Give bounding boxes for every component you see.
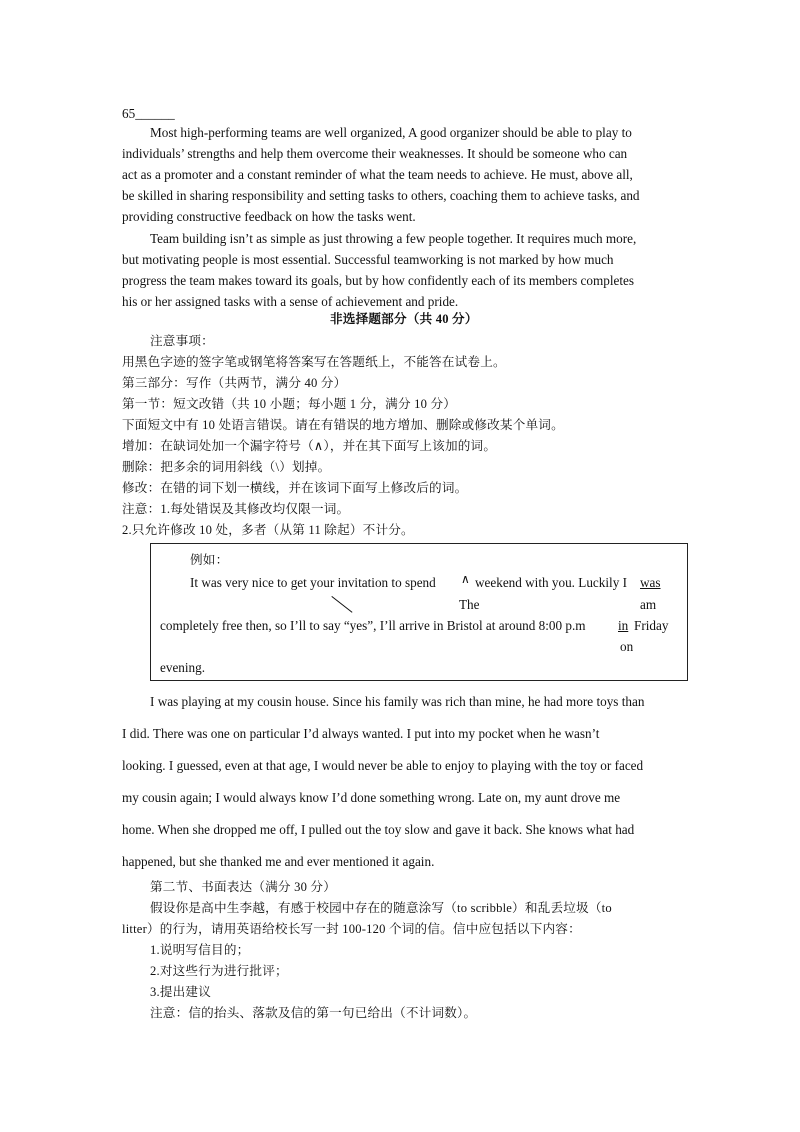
section2-line: 假设你是高中生李越，有感于校园中存在的随意涂写（to scribble）和乱丢垃圾（to	[150, 901, 612, 915]
section2-item: 2.对这些行为进行批评；	[150, 964, 288, 978]
note-line: 注意事项：	[150, 334, 214, 348]
passage-line: Most high-performing teams are well organized, A good organizer should be able to play to	[150, 125, 632, 140]
passage-line: progress the team makes toward its goals, but by how confidently each of its members completes	[122, 273, 634, 288]
section2-item: 1.说明写信目的；	[150, 943, 250, 957]
section2-item: 3.提出建议	[150, 985, 212, 999]
note-line: 2.只允许修改 10 处，多者（从第 11 除起）不计分。	[122, 523, 414, 537]
correction-line: home. When she dropped me off, I pulled out the toy slow and gave it back. She knows what had	[122, 822, 635, 837]
correction-word-am: am	[640, 597, 657, 612]
correction-line: looking. I guessed, even at that age, I would never be able to enjoy to playing with the toy or faced	[122, 758, 644, 773]
correction-line: I was playing at my cousin house. Since his family was rich than mine, he had more toys than	[150, 694, 645, 709]
passage-line: Team building isn’t as simple as just throwing a few people together. It requires much more,	[150, 231, 637, 246]
passage-line: be skilled in sharing responsibility and setting tasks to others, coaching them to achieve tasks, and	[122, 188, 640, 203]
note-line: 注意：1.每处错误及其修改均仅限一词。	[122, 502, 350, 516]
correction-line: I did. There was one on particular I’d always wanted. I put into my pocket when he wasn’t	[122, 726, 600, 741]
passage-line: but motivating people is most essential. Successful teamworking is not marked by how much	[122, 252, 614, 267]
underlined-word-was: was	[640, 575, 661, 590]
passage-line: individuals’ strengths and help them overcome their weaknesses. It should be someone who can	[122, 146, 628, 161]
example-line-1b: weekend with you. Luckily I	[475, 575, 627, 590]
section2-title: 第二节、书面表达（满分 30 分）	[150, 880, 337, 894]
passage-line: his or her assigned tasks with a sense of achievement and pride.	[122, 294, 459, 309]
underlined-word-in: in	[618, 618, 629, 633]
example-line-2a: completely free then, so I’ll to say “yes”, I’ll arrive in Bristol at around 8:00 p.m	[160, 618, 586, 633]
note-line: 第三部分：写作（共两节，满分 40 分）	[122, 376, 347, 390]
section-title: 非选择题部分（共 40 分）	[330, 312, 478, 326]
correction-line: my cousin again; I would always know I’d done something wrong. Late on, my aunt drove me	[122, 790, 621, 805]
insertion-caret-icon: ∧	[461, 572, 470, 586]
example-line-3: evening.	[160, 660, 206, 675]
example-line-2b: Friday	[634, 618, 669, 633]
example-label: 例如：	[190, 553, 229, 567]
passage-line: providing constructive feedback on how the tasks went.	[122, 209, 416, 224]
passage-2	[122, 228, 682, 312]
insert-word-the: The	[459, 597, 480, 612]
note-line: 删除：把多余的词用斜线（\）划掉。	[122, 460, 331, 474]
passage-1	[122, 122, 682, 227]
note-line: 增加：在缺词处加一个漏字符号（∧），并在其下面写上该加的词。	[122, 439, 497, 453]
passage-line: act as a promoter and a constant reminder of what the team needs to achieve. He must, above all,	[122, 167, 633, 182]
section2-line: litter）的行为，请用英语给校长写一封 100-120 个词的信。信中应包括以下内容：	[122, 922, 581, 936]
correction-word-on: on	[620, 639, 634, 654]
note-line: 下面短文中有 10 处语言错误。请在有错误的地方增加、删除或修改某个单词。	[122, 418, 564, 432]
question-number: 65______	[122, 106, 175, 121]
correction-line: happened, but she thanked me and ever mentioned it again.	[122, 854, 435, 869]
note-line: 修改：在错的词下划一横线，并在该词下面写上修改后的词。	[122, 481, 468, 495]
note-line: 第一节：短文改错（共 10 小题；每小题 1 分，满分 10 分）	[122, 397, 457, 411]
note-line: 用黑色字迹的签字笔或钢笔将答案写在答题纸上，不能答在试卷上。	[122, 355, 506, 369]
example-box	[150, 543, 688, 681]
example-line-1a: It was very nice to get your invitation to spend	[190, 575, 436, 590]
section2-note: 注意：信的抬头、落款及信的第一句已给出（不计词数）。	[150, 1006, 477, 1020]
